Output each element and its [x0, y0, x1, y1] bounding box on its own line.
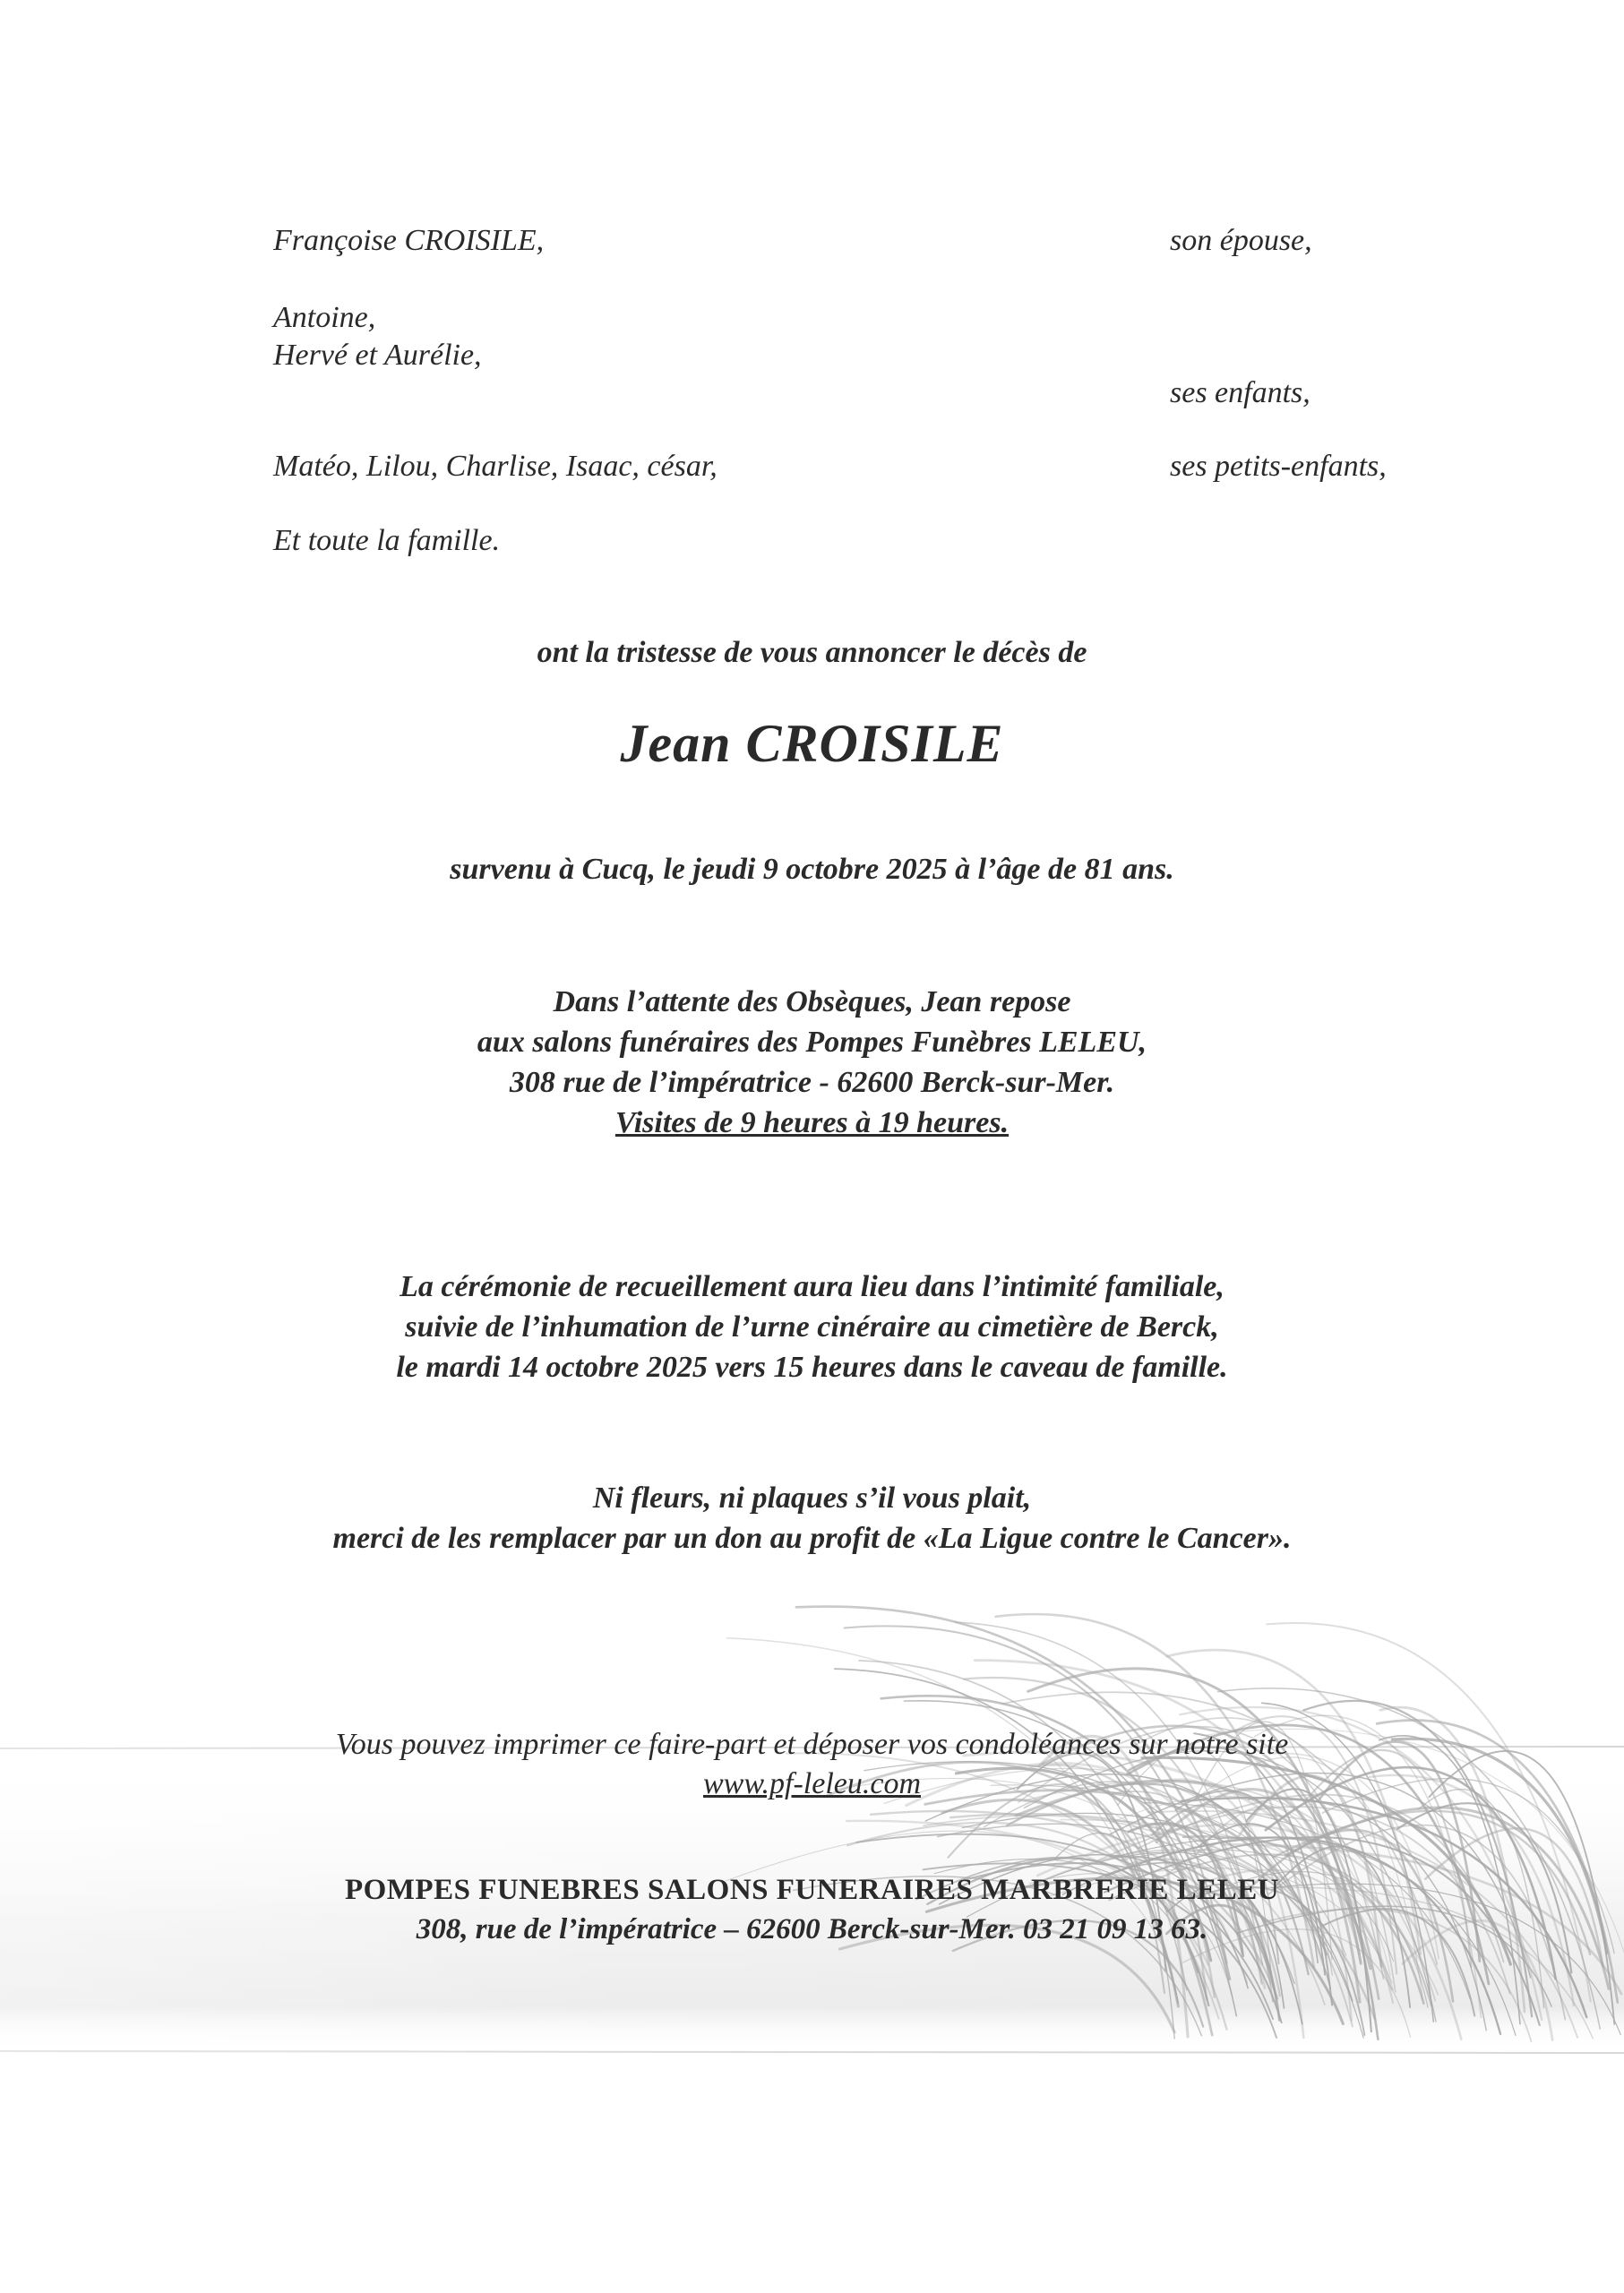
rest-of-family: Et toute la famille. — [273, 524, 501, 557]
rest-place-block — [0, 982, 1624, 1143]
flowers-line: Ni fleurs, ni plaques s’il vous plait, — [592, 1481, 1032, 1515]
rest-place-line: 308 rue de l’impératrice - 62600 Berck-sur-Mer. — [509, 1066, 1115, 1099]
ceremony-line: suivie de l’inhumation de l’urne cinéraire au cimetière de Berck, — [405, 1310, 1219, 1344]
child-name: Hervé et Aurélie, — [273, 339, 482, 372]
ceremony-line: La cérémonie de recueillement aura lieu dans l’intimité familiale, — [400, 1270, 1224, 1303]
ceremony-line: le mardi 14 octobre 2025 vers 15 heures dans le caveau de famille. — [396, 1351, 1228, 1384]
funeral-company — [0, 1870, 1624, 1949]
website-link[interactable]: www.pf-leleu.com — [703, 1767, 921, 1800]
condolences-text: Vous pouvez imprimer ce faire-part et déposer vos condoléances sur notre site — [335, 1728, 1289, 1761]
child-name: Antoine, — [273, 301, 376, 334]
children-relation: ses enfants, — [1170, 376, 1310, 409]
rest-place-line: Dans l’attente des Obsèques, Jean repose — [553, 985, 1071, 1018]
wife-relation: son épouse, — [1170, 224, 1312, 257]
death-info-text: survenu à Cucq, le jeudi 9 octobre 2025 à l’âge de 81 ans. — [450, 853, 1174, 886]
company-name: POMPES FUNEBRES SALONS FUNERAIRES MARBRERIE LELEU — [344, 1874, 1280, 1906]
ceremony-block — [0, 1267, 1624, 1387]
announcement-text: ont la tristesse de vous annoncer le décès de — [537, 636, 1087, 669]
announcement — [0, 632, 1624, 673]
condolences-block — [0, 1725, 1624, 1804]
visiting-hours: Visites de 9 heures à 19 heures. — [614, 1106, 1010, 1139]
grandchildren-relation: ses petits-enfants, — [1170, 450, 1387, 483]
rest-place-line: aux salons funéraires des Pompes Funèbres LELEU, — [477, 1026, 1147, 1059]
wife-name: Françoise CROISILE, — [273, 224, 545, 257]
death-info — [0, 849, 1624, 889]
deceased-name: Jean CROISILE — [620, 714, 1004, 773]
grandchildren-names: Matéo, Lilou, Charlise, Isaac, césar, — [273, 450, 717, 483]
company-address: 308, rue de l’impératrice – 62600 Berck-sur-Mer. 03 21 09 13 63. — [416, 1913, 1208, 1945]
flowers-block — [0, 1478, 1624, 1559]
flowers-line: merci de les remplacer par un don au profit de «La Ligue contre le Cancer». — [332, 1522, 1292, 1555]
